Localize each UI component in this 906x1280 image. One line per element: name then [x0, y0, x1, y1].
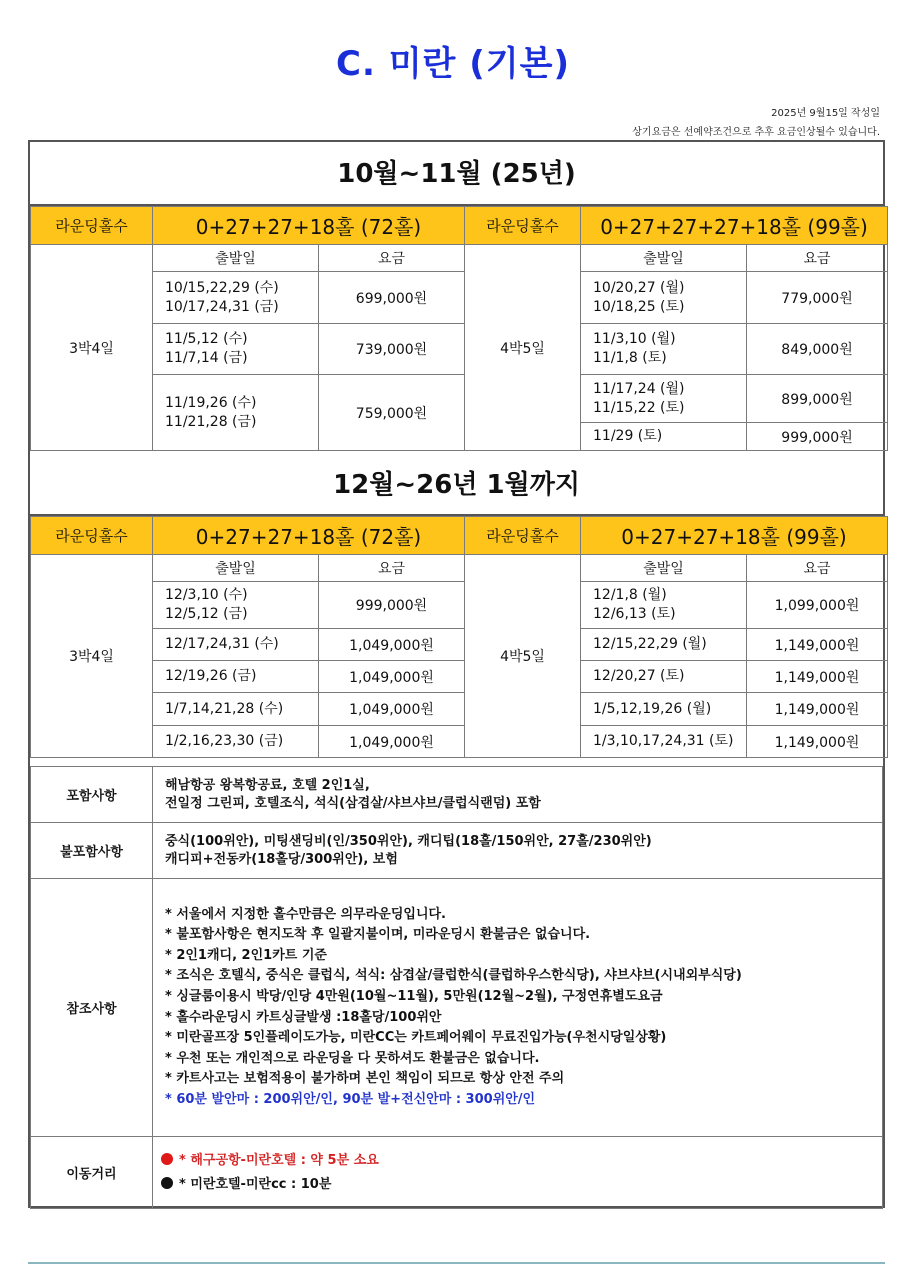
note-item: * 조식은 호텔식, 중식은 클럽식, 석식: 삼겹살/클럽한식(클럽하우스한식당), 샤브샤브(시내외부식당): [165, 968, 742, 984]
price: 999,000원: [319, 582, 465, 629]
col-departure: 출발일: [153, 555, 319, 582]
departure-dates: 12/15,22,29 (월): [581, 629, 747, 661]
note-item: * 불포함사항은 현지도착 후 일괄지불이며, 미라운딩시 환불금은 없습니다.: [165, 927, 591, 943]
departure-dates: 12/17,24,31 (수): [153, 629, 319, 661]
col-price: 요금: [747, 555, 888, 582]
departure-dates: 12/20,27 (토): [581, 661, 747, 693]
rounds-label: 라운딩홀수: [465, 207, 581, 245]
page-title: C. 미란 (기본): [336, 44, 570, 84]
notes-label: 참조사항: [31, 879, 153, 1137]
price: 699,000원: [319, 272, 465, 324]
price-sheet: [28, 140, 885, 1208]
massage-note: * 60분 발안마 : 200위안/인, 90분 발+전신안마 : 300위안/인: [165, 1091, 536, 1107]
price: 1,099,000원: [747, 582, 888, 629]
note-item: * 홀수라운딩시 카트싱글발생 :18홀당/100위안: [165, 1009, 442, 1025]
price: 849,000원: [747, 324, 888, 375]
note-item: * 싱글룸이용시 박당/인당 4만원(10월~11월), 5만원(12월~2월), 구정연휴별도요금: [165, 988, 663, 1004]
departure-dates: 12/1,8 (월) 12/6,13 (토): [581, 582, 747, 629]
price: 1,049,000원: [319, 693, 465, 726]
departure-dates: 11/5,12 (수) 11/7,14 (금): [153, 324, 319, 375]
departure-dates: 10/15,22,29 (수) 10/17,24,31 (금): [153, 272, 319, 324]
departure-dates: 1/2,16,23,30 (금): [153, 726, 319, 758]
note-item: * 우천 또는 개인적으로 라운딩을 다 못하셔도 환불금은 없습니다.: [165, 1050, 540, 1066]
price: 899,000원: [747, 375, 888, 423]
note-item: * 2인1캐디, 2인1카트 기준: [165, 947, 327, 963]
departure-dates: 11/19,26 (수) 11/21,28 (금): [153, 375, 319, 451]
price: 1,049,000원: [319, 629, 465, 661]
note-item: * 미란골프장 5인플레이도가능, 미란CC는 카트페어웨이 무료진입가능(우천시당일상황): [165, 1030, 667, 1046]
departure-dates: 11/17,24 (월) 11/15,22 (토): [581, 375, 747, 423]
note-item: * 카트사고는 보험적용이 불가하며 본인 책임이 되므로 항상 안전 주의: [165, 1071, 565, 1087]
nights-3n4d: 3박4일: [31, 555, 153, 758]
season-2-title: 12월~26년 1월까지: [30, 454, 883, 516]
footer-divider: [28, 1262, 885, 1264]
rounds-label: 라운딩홀수: [465, 517, 581, 555]
season-1-title: 10월~11월 (25년): [30, 142, 883, 206]
season-1-table: [30, 206, 888, 451]
excluded-label: 불포함사항: [31, 823, 153, 879]
distance-airport-hotel: * 해구공항-미란호텔 : 약 5분 소요: [161, 1149, 882, 1173]
rounds-label: 라운딩홀수: [31, 207, 153, 245]
included-text: 해남항공 왕복항공료, 호텔 2인1실, 전일정 그린피, 호텔조식, 석식(삼겹살/샤브샤브/클럽식랜덤) 포함: [153, 767, 883, 823]
price: 1,149,000원: [747, 726, 888, 758]
note-item: * 서울에서 지정한 홀수만큼은 의무라운딩입니다.: [165, 906, 447, 922]
departure-dates: 1/7,14,21,28 (수): [153, 693, 319, 726]
included-label: 포함사항: [31, 767, 153, 823]
departure-dates: 11/3,10 (월) 11/1,8 (토): [581, 324, 747, 375]
holes-99: 0+27+27+18홀 (99홀): [581, 517, 888, 555]
price: 999,000원: [747, 423, 888, 451]
distance-label: 이동거리: [31, 1137, 153, 1209]
departure-dates: 1/3,10,17,24,31 (토): [581, 726, 747, 758]
price: 1,049,000원: [319, 726, 465, 758]
holes-72: 0+27+27+18홀 (72홀): [153, 207, 465, 245]
departure-dates: 12/19,26 (금): [153, 661, 319, 693]
departure-dates: 12/3,10 (수) 12/5,12 (금): [153, 582, 319, 629]
nights-4n5d: 4박5일: [465, 555, 581, 758]
distance-hotel-cc: * 미란호텔-미란cc : 10분: [161, 1173, 882, 1197]
season-2-table: [30, 516, 888, 758]
red-dot-icon: [161, 1153, 173, 1165]
departure-dates: 1/5,12,19,26 (월): [581, 693, 747, 726]
col-departure: 출발일: [153, 245, 319, 272]
price: 1,049,000원: [319, 661, 465, 693]
price: 759,000원: [319, 375, 465, 451]
price: 1,149,000원: [747, 693, 888, 726]
issue-date: 2025년 9월15일 작성일: [771, 108, 880, 119]
holes-99: 0+27+27+27+18홀 (99홀): [581, 207, 888, 245]
black-dot-icon: [161, 1177, 173, 1189]
holes-72: 0+27+27+18홀 (72홀): [153, 517, 465, 555]
nights-4n5d: 4박5일: [465, 245, 581, 451]
price: 1,149,000원: [747, 661, 888, 693]
col-price: 요금: [319, 245, 465, 272]
info-table: [30, 766, 883, 1209]
col-price: 요금: [319, 555, 465, 582]
col-departure: 출발일: [581, 555, 747, 582]
departure-dates: 11/29 (토): [581, 423, 747, 451]
price: 739,000원: [319, 324, 465, 375]
departure-dates: 10/20,27 (월) 10/18,25 (토): [581, 272, 747, 324]
distance-list: [153, 1137, 883, 1209]
price: 1,149,000원: [747, 629, 888, 661]
col-departure: 출발일: [581, 245, 747, 272]
price: 779,000원: [747, 272, 888, 324]
excluded-text: 중식(100위안), 미팅샌딩비(인/350위안), 캐디팁(18홀/150위안, 27홀/230위안) 캐디피+전동카(18홀당/300위안), 보험: [153, 823, 883, 879]
nights-3n4d: 3박4일: [31, 245, 153, 451]
notes-list: [153, 879, 883, 1137]
price-disclaimer: 상기요금은 선예약조건으로 추후 요금인상될수 있습니다.: [632, 127, 880, 138]
col-price: 요금: [747, 245, 888, 272]
rounds-label: 라운딩홀수: [31, 517, 153, 555]
